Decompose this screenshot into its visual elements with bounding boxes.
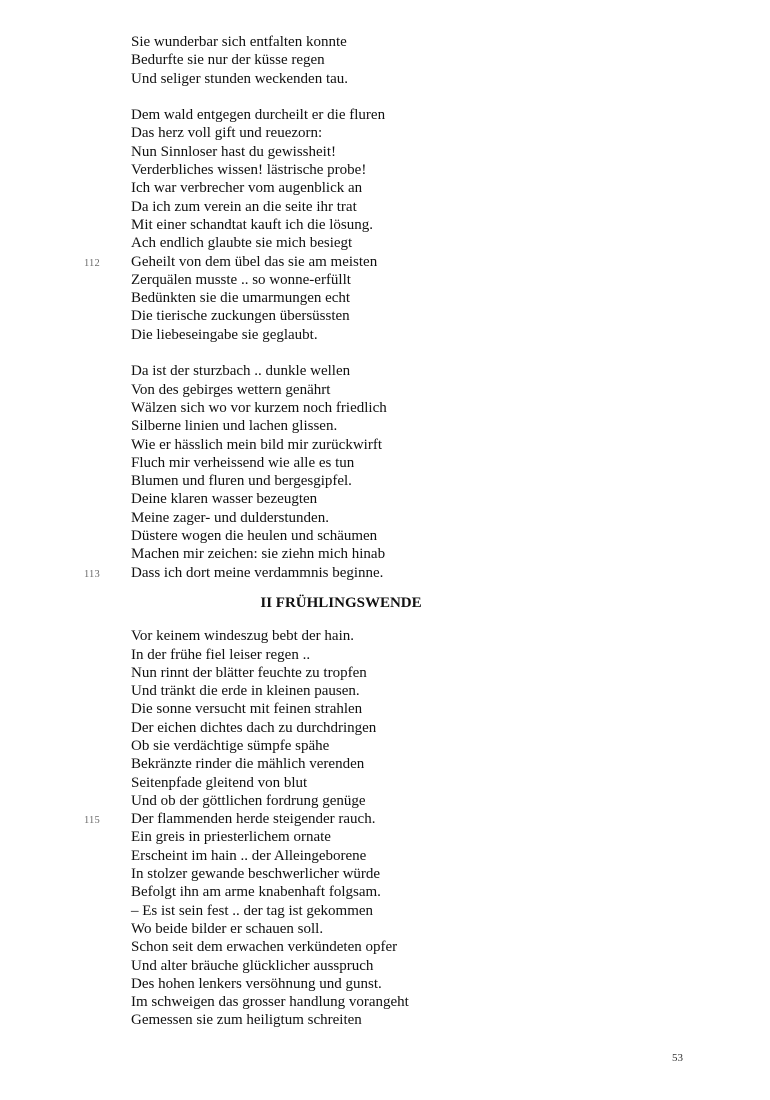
verse-line: Die liebeseingabe sie geglaubt. <box>131 326 318 343</box>
stanza-gap <box>131 344 691 362</box>
verse-line: Bedurfte sie nur der küsse regen <box>131 52 325 69</box>
verse-line: Zerquälen musste .. so wonne-erfüllt <box>131 271 351 288</box>
verse-line: Wälzen sich wo vor kurzem noch friedlich <box>131 399 387 416</box>
verse-line: Da ist der sturzbach .. dunkle wellen <box>131 363 351 380</box>
verse-line: Erscheint im hain .. der Alleingeborene <box>131 847 367 864</box>
verse-line: Von des gebirges wettern genährt <box>131 381 331 398</box>
verse-line: Und ob der göttlichen fordrung genüge <box>131 792 366 809</box>
verse-line: Wo beide bilder er schauen soll. <box>131 920 324 937</box>
verse-line: Dem wald entgegen durcheilt er die fluren <box>131 107 386 124</box>
verse-line: Sie wunderbar sich entfalten konnte <box>131 34 347 50</box>
verse-line: Der eichen dichtes dach zu durchdringen <box>131 719 377 736</box>
stanza-4 <box>84 627 691 1030</box>
verse-line: In der frühe fiel leiser regen .. <box>131 646 311 663</box>
verse-line: Mit einer schandtat kauft ich die lösung. <box>131 216 374 233</box>
verse-line: Gemessen sie zum heiligtum schreiten <box>131 1012 362 1029</box>
verse-line: Deine klaren wasser bezeugten <box>131 491 318 508</box>
verse-line: Seitenpfade gleitend von blut <box>131 774 308 791</box>
stanza-2 <box>84 106 691 344</box>
verse-line: Düstere wogen die heulen und schäumen <box>131 528 378 545</box>
verse-line: Und alter bräuche glücklicher ausspruch <box>131 957 374 974</box>
verse-line: Und seliger stunden weckenden tau. <box>131 70 349 87</box>
verse-line: Blumen und fluren und bergesgipfel. <box>131 473 352 490</box>
verse-line: Schon seit dem erwachen verkündeten opfer <box>131 939 398 956</box>
page-number: 53 <box>672 1052 683 1064</box>
verse-line: Ob sie verdächtige sümpfe spähe <box>131 737 330 754</box>
verse-line: Nun Sinnloser hast du gewissheit! <box>131 143 336 160</box>
verse-line: Wie er hässlich mein bild mir zurückwirft <box>131 436 382 453</box>
verse-line: Meine zager- und dulderstunden. <box>131 509 329 526</box>
verse-line: Im schweigen das grosser handlung vorangeht <box>131 994 409 1011</box>
verse-line: Da ich zum verein an die seite ihr trat <box>131 198 357 215</box>
verse-line: Des hohen lenkers versöhnung und gunst. <box>131 975 382 992</box>
verse-line: Bedünkten sie die umarmungen echt <box>131 290 351 307</box>
section-heading: II FRÜHLINGSWENDE <box>260 594 422 611</box>
verse-line: Und tränkt die erde in kleinen pausen. <box>131 683 360 700</box>
verse-line: Das herz voll gift und reuezorn: <box>131 125 323 142</box>
verse-line: Ich war verbrecher vom augenblick an <box>131 180 363 197</box>
line-number: 113 <box>84 568 100 580</box>
verse-line: Dass ich dort meine verdammnis beginne. 113 <box>131 564 691 582</box>
stanza-gap <box>131 88 691 106</box>
poem-text <box>84 33 691 1030</box>
verse-line: Silberne linien und lachen glissen. <box>131 418 338 435</box>
verse-line: Der flammenden herde steigender rauch. 115 <box>131 810 691 828</box>
verse-line: Die sonne versucht mit feinen strahlen <box>131 701 363 718</box>
verse-line: Vor keinem windeszug bebt der hain. <box>131 628 355 645</box>
verse-line: Geheilt von dem übel das sie am meisten 112 <box>131 253 691 271</box>
verse-line: Fluch mir verheissend wie alle es tun <box>131 454 355 471</box>
verse-line: Verderbliches wissen! lästrische probe! <box>131 162 367 179</box>
stanza-1 <box>131 33 691 88</box>
verse-line: Ach endlich glaubte sie mich besiegt <box>131 235 353 252</box>
line-number: 112 <box>84 257 100 269</box>
verse-line: – Es ist sein fest .. der tag ist gekommen <box>131 902 374 919</box>
verse-line: Die tierische zuckungen übersüssten <box>131 308 350 325</box>
verse-line: Machen mir zeichen: sie ziehn mich hinab <box>131 546 386 563</box>
verse-line: Bekränzte rinder die mählich verenden <box>131 756 365 773</box>
verse-line: Ein greis in priesterlichem ornate <box>131 829 331 846</box>
line-number: 115 <box>84 815 100 827</box>
verse-line: Nun rinnt der blätter feuchte zu tropfen <box>131 664 367 681</box>
stanza-3 <box>84 362 691 582</box>
verse-line: In stolzer gewande beschwerlicher würde <box>131 866 381 883</box>
verse-line: Befolgt ihn am arme knabenhaft folgsam. <box>131 884 381 901</box>
